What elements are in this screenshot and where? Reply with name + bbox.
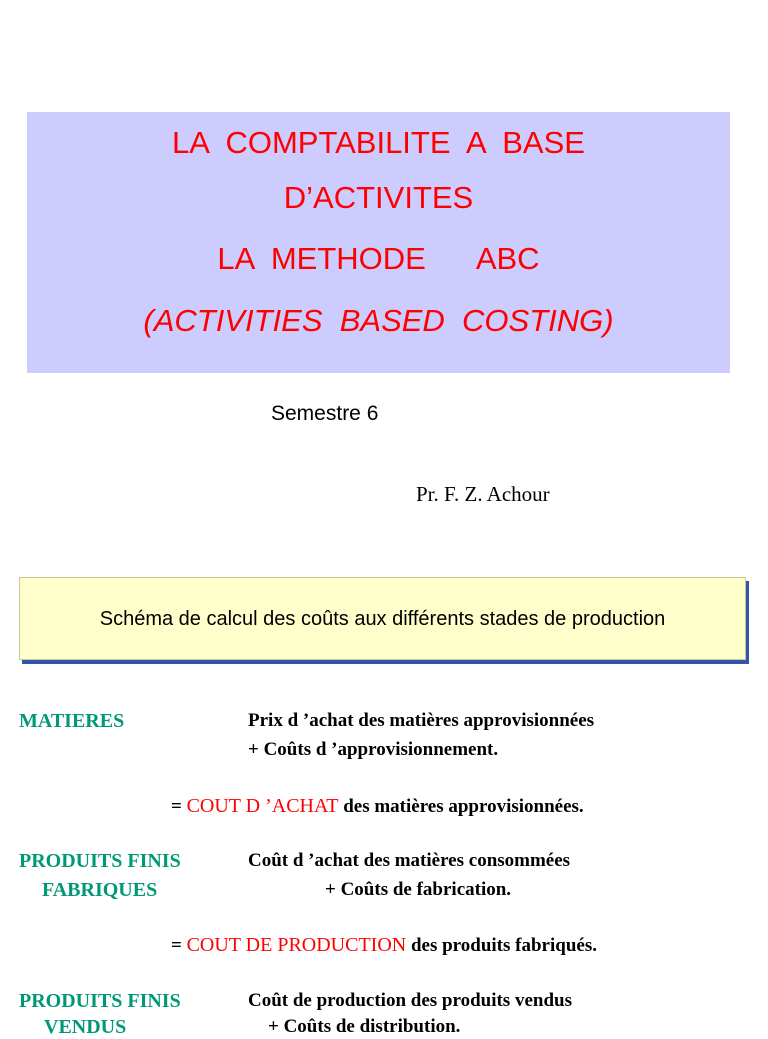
matieres-line-1: Prix d ’achat des matières approvisionnées: [248, 710, 595, 731]
pfv-label-1: PRODUITS FINIS: [19, 990, 181, 1012]
pfv-line-1: Coût de production des produits vendus: [248, 990, 572, 1011]
pfv-line-2: + Coûts de distribution.: [268, 1016, 461, 1037]
cout-achat-key: COUT D ’ACHAT: [186, 795, 339, 817]
pfv-label-2: VENDUS: [44, 1016, 127, 1038]
title-box: [27, 112, 730, 373]
cout-production-key: COUT DE PRODUCTION: [186, 934, 407, 956]
equals-sign: =: [171, 796, 187, 817]
pff-label-2: FABRIQUES: [42, 879, 158, 901]
schema-title: Schéma de calcul des coûts aux différents stades de production: [99, 607, 666, 630]
equals-sign: =: [171, 935, 187, 956]
title-line-2: D’ACTIVITES: [283, 180, 474, 215]
matieres-label: MATIERES: [19, 710, 125, 732]
title-line-3: LA METHODE ABC: [217, 241, 540, 276]
cout-achat-rest: des matières approvisionnées.: [338, 796, 584, 817]
pff-line-1: Coût d ’achat des matières consommées: [248, 850, 571, 871]
result-cout-production: [171, 933, 597, 958]
title-line-1: LA COMPTABILITE A BASE: [172, 125, 585, 160]
pff-label-1: PRODUITS FINIS: [19, 850, 181, 872]
semester-label: Semestre 6: [271, 402, 379, 425]
title-line-4: (ACTIVITIES BASED COSTING): [143, 303, 614, 338]
schema-title-box: [19, 577, 746, 660]
matieres-line-2: + Coûts d ’approvisionnement.: [248, 739, 499, 760]
result-cout-achat: [171, 794, 584, 819]
pff-line-2: + Coûts de fabrication.: [325, 879, 512, 900]
author-name: Pr. F. Z. Achour: [416, 482, 550, 506]
cout-production-rest: des produits fabriqués.: [406, 935, 597, 956]
